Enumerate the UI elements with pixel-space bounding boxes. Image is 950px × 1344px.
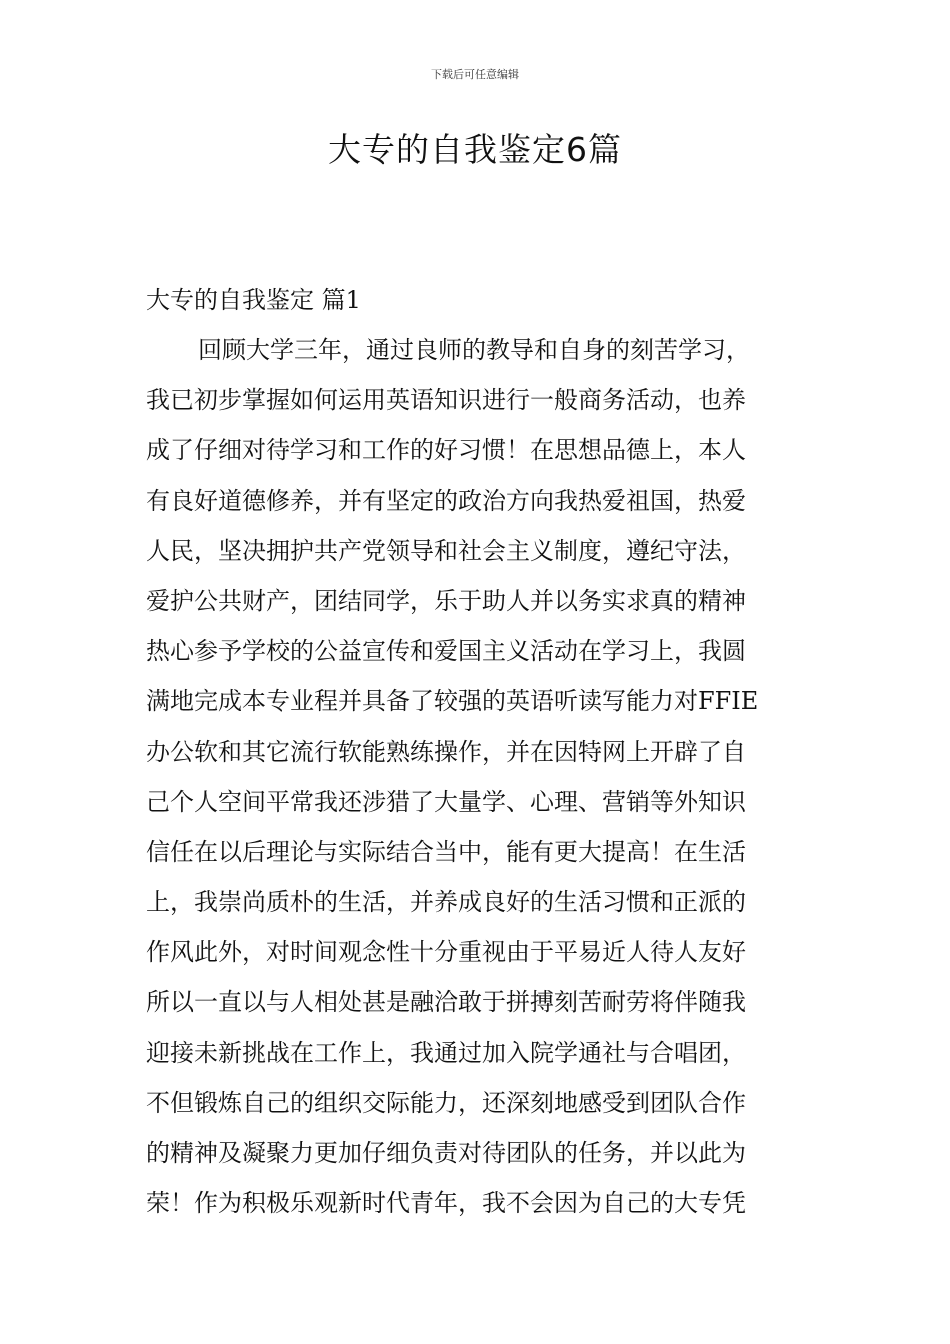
body-line: 的精神及凝聚力更加仔细负责对待团队的任务，并以此为 <box>146 1139 746 1167</box>
body-text <box>146 330 808 1233</box>
body-line: 我已初步掌握如何运用英语知识进行一般商务活动，也养 <box>146 386 746 415</box>
body-line: 己个人空间平常我还涉猎了大量学、心理、营销等外知识 <box>146 787 746 816</box>
body-line: 迎接未新挑战在工作上，我通过加入院学通社与合唱团， <box>146 1038 746 1067</box>
body-line: 办公软和其它流行软能熟练操作，并在因特网上开辟了自 <box>146 737 746 766</box>
body-line: 成了仔细对待学习和工作的好习惯！在思想品德上，本人 <box>146 436 746 465</box>
body-line: 热心参予学校的公益宣传和爱国主义活动在学习上，我圆 <box>146 637 746 666</box>
body-line: 满地完成本专业程并具备了较强的英语听读写能力对FFIE <box>146 687 759 716</box>
body-line: 有良好道德修养，并有坚定的政治方向我热爱祖国，热爱 <box>146 486 746 515</box>
body-line: 所以一直以与人相处甚是融洽敢于拼搏刻苦耐劳将伴随我 <box>146 988 746 1017</box>
body-line: 上，我崇尚质朴的生活，并养成良好的生活习惯和正派的 <box>146 888 746 917</box>
body-line: 荣！作为积极乐观新时代青年，我不会因为自己的大专凭 <box>146 1189 746 1218</box>
body-line: 回顾大学三年，通过良师的教导和自身的刻苦学习， <box>198 336 750 364</box>
body-line: 人民，坚决拥护共产党领导和社会主义制度，遵纪守法， <box>146 536 746 565</box>
body-line: 爱护公共财产，团结同学，乐于助人并以务实求真的精神 <box>146 586 746 615</box>
section-heading: 大专的自我鉴定 篇1 <box>146 286 361 314</box>
page-header-note: 下载后可任意编辑 <box>431 68 519 81</box>
body-line: 不但锻炼自己的组织交际能力，还深刻地感受到团队合作 <box>146 1088 746 1117</box>
body-line: 信任在以后理论与实际结合当中，能有更大提高！在生活 <box>146 837 746 866</box>
document-title: 大专的自我鉴定6篇 <box>328 130 622 169</box>
body-line: 作风此外，对时间观念性十分重视由于平易近人待人友好 <box>146 938 746 967</box>
